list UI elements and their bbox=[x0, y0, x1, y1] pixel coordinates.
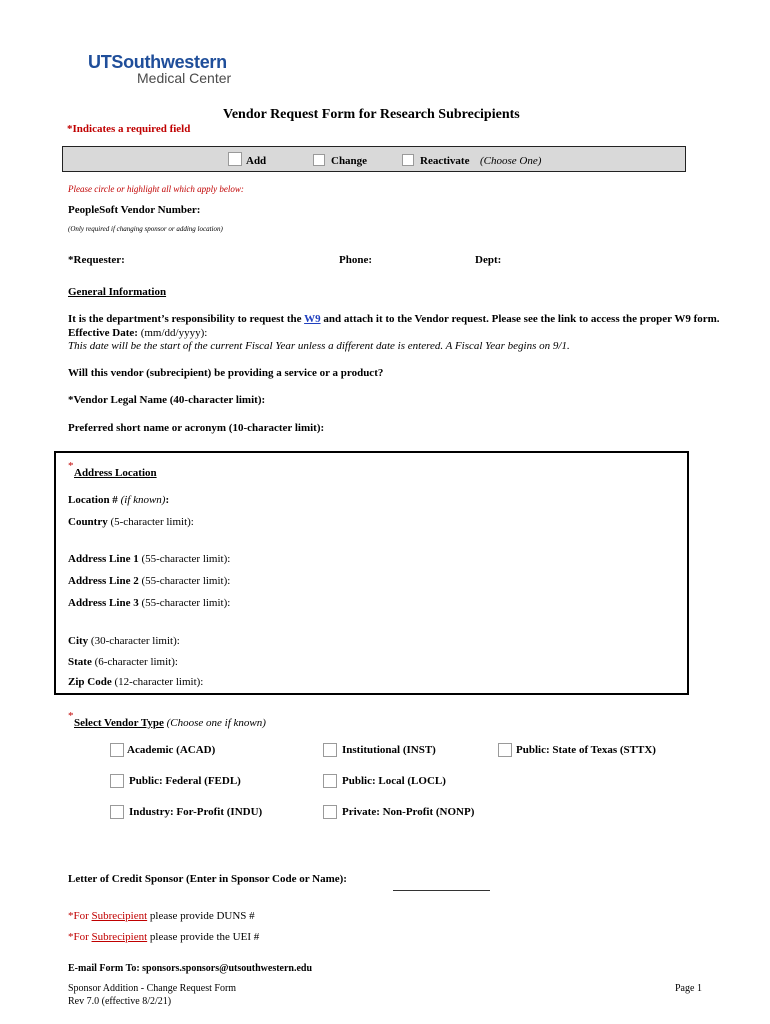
vendor-type-sttx-checkbox[interactable] bbox=[498, 743, 512, 757]
country-label: Country bbox=[68, 516, 108, 528]
address-line3-label: Address Line 3 bbox=[68, 597, 139, 609]
vendor-type-required-star: * bbox=[68, 710, 74, 722]
effective-date-row bbox=[68, 327, 207, 339]
address-line1-label: Address Line 1 bbox=[68, 553, 139, 565]
vendor-type-acad-label: Academic (ACAD) bbox=[127, 744, 216, 756]
logo-wordmark: UTSouthwestern bbox=[88, 52, 227, 72]
vendor-type-nonp-checkbox[interactable] bbox=[323, 805, 337, 819]
fiscal-year-note: This date will be the start of the current Fiscal Year unless a different date is entered. A Fiscal Year begins on 9/1. bbox=[68, 340, 570, 352]
address-line2-row bbox=[68, 575, 230, 587]
address-line2-limit: (55-character limit): bbox=[138, 575, 231, 587]
add-checkbox[interactable] bbox=[228, 152, 242, 166]
effective-date-format: (mm/dd/yyyy): bbox=[137, 327, 208, 339]
requester-label: *Requester: bbox=[68, 254, 125, 266]
uei-prefix: *For bbox=[68, 931, 92, 943]
w9-suffix: and attach it to the Vendor request. Please see the link to access the proper W9 form. bbox=[320, 313, 720, 325]
vendor-type-hint: (Choose one if known) bbox=[163, 717, 266, 729]
reactivate-checkbox[interactable] bbox=[402, 154, 414, 166]
address-heading: Address Location bbox=[74, 467, 157, 479]
form-title: Vendor Request Form for Research Subrecipients bbox=[223, 107, 520, 122]
zip-label: Zip Code bbox=[68, 676, 112, 688]
zip-limit: (12-character limit): bbox=[111, 676, 204, 688]
vendor-type-inst-label: Institutional (INST) bbox=[342, 744, 436, 756]
country-row bbox=[68, 516, 194, 528]
peoplesoft-note: (Only required if changing sponsor or adding location) bbox=[68, 225, 223, 233]
footer-revision: Rev 7.0 (effective 8/2/21) bbox=[68, 996, 172, 1007]
vendor-type-locl-label: Public: Local (LOCL) bbox=[342, 775, 446, 787]
footer-form-name: Sponsor Addition - Change Request Form bbox=[68, 983, 237, 994]
address-line1-row bbox=[68, 553, 230, 565]
circle-note: Please circle or highlight all which apply below: bbox=[68, 184, 244, 194]
email-instruction: E-mail Form To: sponsors.sponsors@utsouthwestern.edu bbox=[68, 963, 313, 974]
location-row bbox=[68, 494, 169, 506]
duns-subrecipient-link[interactable]: Subrecipient bbox=[91, 910, 148, 922]
location-colon: : bbox=[165, 494, 170, 506]
address-line3-limit: (55-character limit): bbox=[138, 597, 231, 609]
vendor-type-indu-checkbox[interactable] bbox=[110, 805, 124, 819]
location-label: Location # bbox=[68, 494, 118, 506]
w9-instruction bbox=[68, 313, 720, 325]
phone-label: Phone: bbox=[339, 254, 372, 266]
city-label: City bbox=[68, 635, 89, 647]
country-limit: (5-character limit): bbox=[107, 516, 194, 528]
duns-suffix: please provide DUNS # bbox=[147, 910, 255, 922]
required-note: *Indicates a required field bbox=[67, 123, 191, 135]
location-hint: (if known) bbox=[117, 494, 166, 506]
add-label: Add bbox=[246, 155, 267, 167]
vendor-legal-name-label: *Vendor Legal Name (40-character limit): bbox=[68, 394, 266, 406]
vendor-type-locl-checkbox[interactable] bbox=[323, 774, 337, 788]
change-checkbox[interactable] bbox=[313, 154, 325, 166]
vendor-type-fedl-label: Public: Federal (FEDL) bbox=[129, 775, 241, 787]
credit-sponsor-blank[interactable] bbox=[393, 890, 490, 891]
state-limit: (6-character limit): bbox=[91, 656, 178, 668]
change-label: Change bbox=[331, 155, 368, 167]
general-info-heading: General Information bbox=[68, 286, 167, 298]
vendor-type-acad-checkbox[interactable] bbox=[110, 743, 124, 757]
request-type-hint: (Choose One) bbox=[480, 155, 542, 167]
w9-link[interactable]: W9 bbox=[304, 313, 321, 325]
vendor-type-fedl-checkbox[interactable] bbox=[110, 774, 124, 788]
uei-suffix: please provide the UEI # bbox=[147, 931, 260, 943]
credit-sponsor-label: Letter of Credit Sponsor (Enter in Sponsor Code or Name): bbox=[68, 873, 347, 885]
vendor-type-inst-checkbox[interactable] bbox=[323, 743, 337, 757]
reactivate-label: Reactivate bbox=[420, 155, 470, 167]
logo-subtitle: Medical Center bbox=[137, 70, 232, 86]
page-number: Page 1 bbox=[675, 983, 702, 994]
duns-row bbox=[68, 910, 255, 922]
uei-row bbox=[68, 931, 259, 943]
vendor-type-indu-label: Industry: For-Profit (INDU) bbox=[129, 806, 263, 818]
city-row bbox=[68, 635, 180, 647]
request-type-bar bbox=[62, 146, 686, 172]
short-name-label: Preferred short name or acronym (10-character limit): bbox=[68, 422, 325, 434]
dept-label: Dept: bbox=[475, 254, 502, 266]
service-question: Will this vendor (subrecipient) be providing a service or a product? bbox=[68, 367, 384, 379]
state-label: State bbox=[68, 656, 92, 668]
address-line3-row bbox=[68, 597, 230, 609]
peoplesoft-label: PeopleSoft Vendor Number: bbox=[68, 204, 201, 216]
address-line2-label: Address Line 2 bbox=[68, 575, 139, 587]
state-row bbox=[68, 656, 178, 668]
zip-row bbox=[68, 676, 203, 688]
vendor-type-nonp-label: Private: Non-Profit (NONP) bbox=[342, 806, 475, 818]
vendor-type-heading-row bbox=[74, 717, 266, 729]
address-required-star: * bbox=[68, 460, 74, 472]
uei-subrecipient-link[interactable]: Subrecipient bbox=[91, 931, 148, 943]
vendor-type-heading: Select Vendor Type bbox=[74, 717, 164, 729]
vendor-type-sttx-label: Public: State of Texas (STTX) bbox=[516, 744, 656, 756]
city-limit: (30-character limit): bbox=[88, 635, 180, 647]
duns-prefix: *For bbox=[68, 910, 92, 922]
w9-prefix: It is the department’s responsibility to request the bbox=[68, 313, 305, 325]
address-line1-limit: (55-character limit): bbox=[138, 553, 231, 565]
effective-date-label: Effective Date: bbox=[68, 327, 138, 339]
